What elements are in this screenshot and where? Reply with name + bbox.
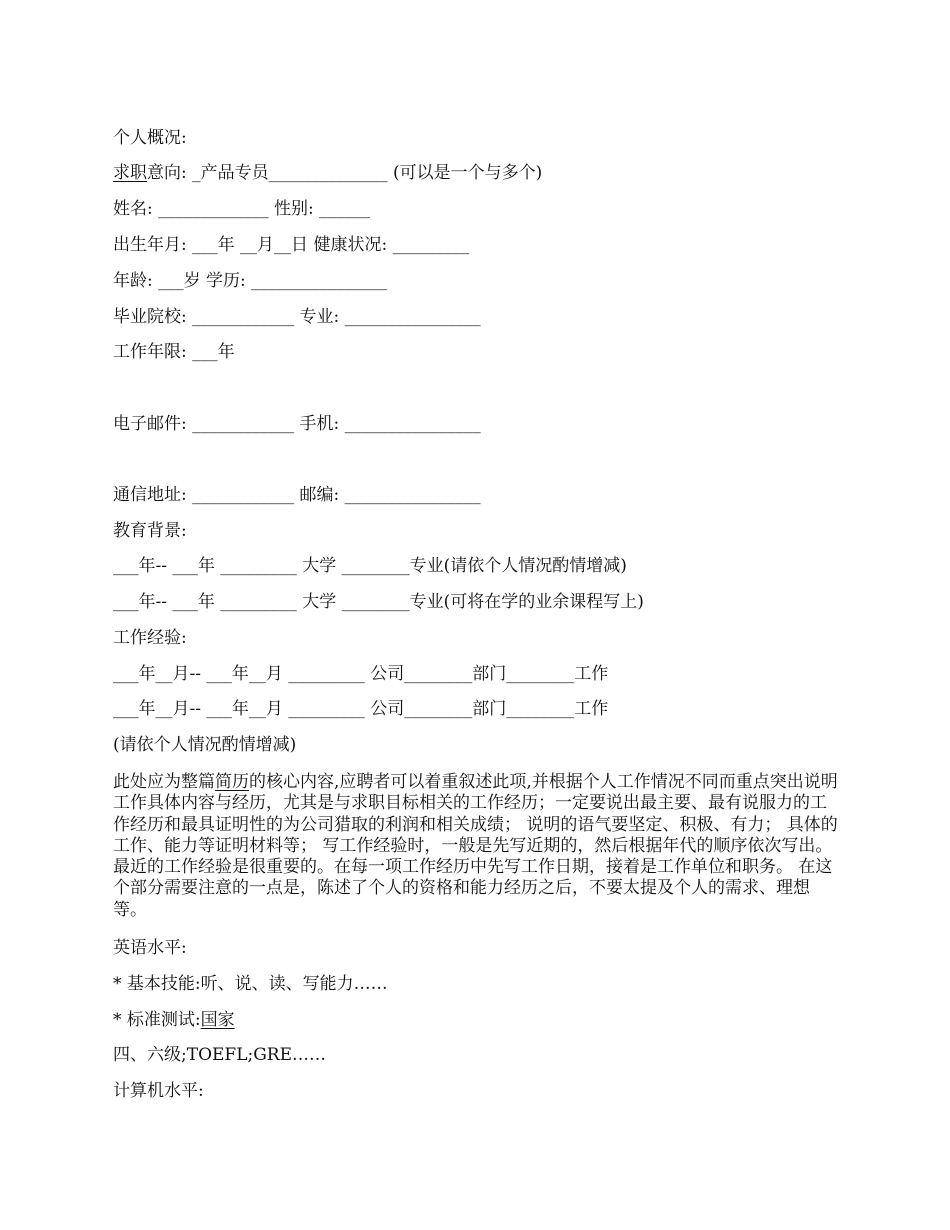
education-row: ___年-- ___年 _________ 大学 ________专业(可将在学的业余课程写上): [113, 592, 644, 612]
work-note: (请依个人情况酌情增减): [113, 735, 297, 755]
work-row: ___年__月-- ___年__月 _________ 公司________部门________工作: [113, 699, 609, 719]
job-intent-link[interactable]: 求职: [113, 163, 147, 183]
standard-test-label: * 标准测试:: [113, 1010, 201, 1030]
resume-link[interactable]: 简历: [215, 772, 249, 792]
school-major-line: 毕业院校: ____________ 专业: ________________: [113, 307, 481, 327]
name-gender-line: 姓名: _____________ 性别: ______: [113, 199, 371, 219]
work-row: ___年__月-- ___年__月 _________ 公司________部门________工作: [113, 664, 609, 684]
job-intent-line: [113, 163, 542, 183]
education-row: ___年-- ___年 _________ 大学 ________专业(请依个人情况酌情增减): [113, 556, 627, 576]
test-levels-line: 四、六级;TOEFL;GRE……: [113, 1045, 327, 1065]
birth-health-line: 出生年月: ___年 __月__日 健康状况: _________: [113, 235, 470, 255]
age-degree-line: 年龄: ___岁 学历: ________________: [113, 271, 388, 291]
job-intent-text: 意向: _产品专员______________ (可以是一个与多个): [147, 163, 543, 183]
para-text-start: 此处应为整篇: [113, 772, 215, 792]
english-heading: 英语水平:: [113, 938, 187, 958]
basic-skills-line: * 基本技能:听、说、读、写能力……: [113, 974, 388, 994]
computer-heading: 计算机水平:: [113, 1081, 204, 1101]
para-text-rest: 的核心内容,应聘者可以着重叙述此项,并根据个人工作情况不同而重点突出说明工作具体内容与经历，尤其是与求职目标相关的工作经历；一定要说出最主要、最有说服力的工作经历和最具证明性的为公司猎取的利润和相关成绩； 说明的语气要坚定、积极、有力； 具体的工作、能力等证明材料等； 写工作经验时，一般是先写近期的，然后根据年代的顺序依次写出。最近的工作经验是很重要的。在每一项工作经历中先写工作日期，接着是工作单位和职务。 在这个部分需要注意的一点是，陈述了个人的资格和能力经历之后，不要太提及个人的需求、理想等。: [113, 772, 838, 920]
work-description-paragraph: [113, 772, 843, 921]
work-experience-heading: 工作经验:: [113, 628, 187, 648]
address-zip-line: 通信地址: ____________ 邮编: ________________: [113, 485, 481, 505]
work-years-line: 工作年限: ___年: [113, 342, 235, 362]
email-phone-line: 电子邮件: ____________ 手机: ________________: [113, 414, 481, 434]
education-heading: 教育背景:: [113, 521, 187, 541]
personal-overview-heading: 个人概况:: [113, 128, 187, 148]
standard-test-line: [113, 1010, 235, 1030]
country-link[interactable]: 国家: [200, 1010, 235, 1030]
